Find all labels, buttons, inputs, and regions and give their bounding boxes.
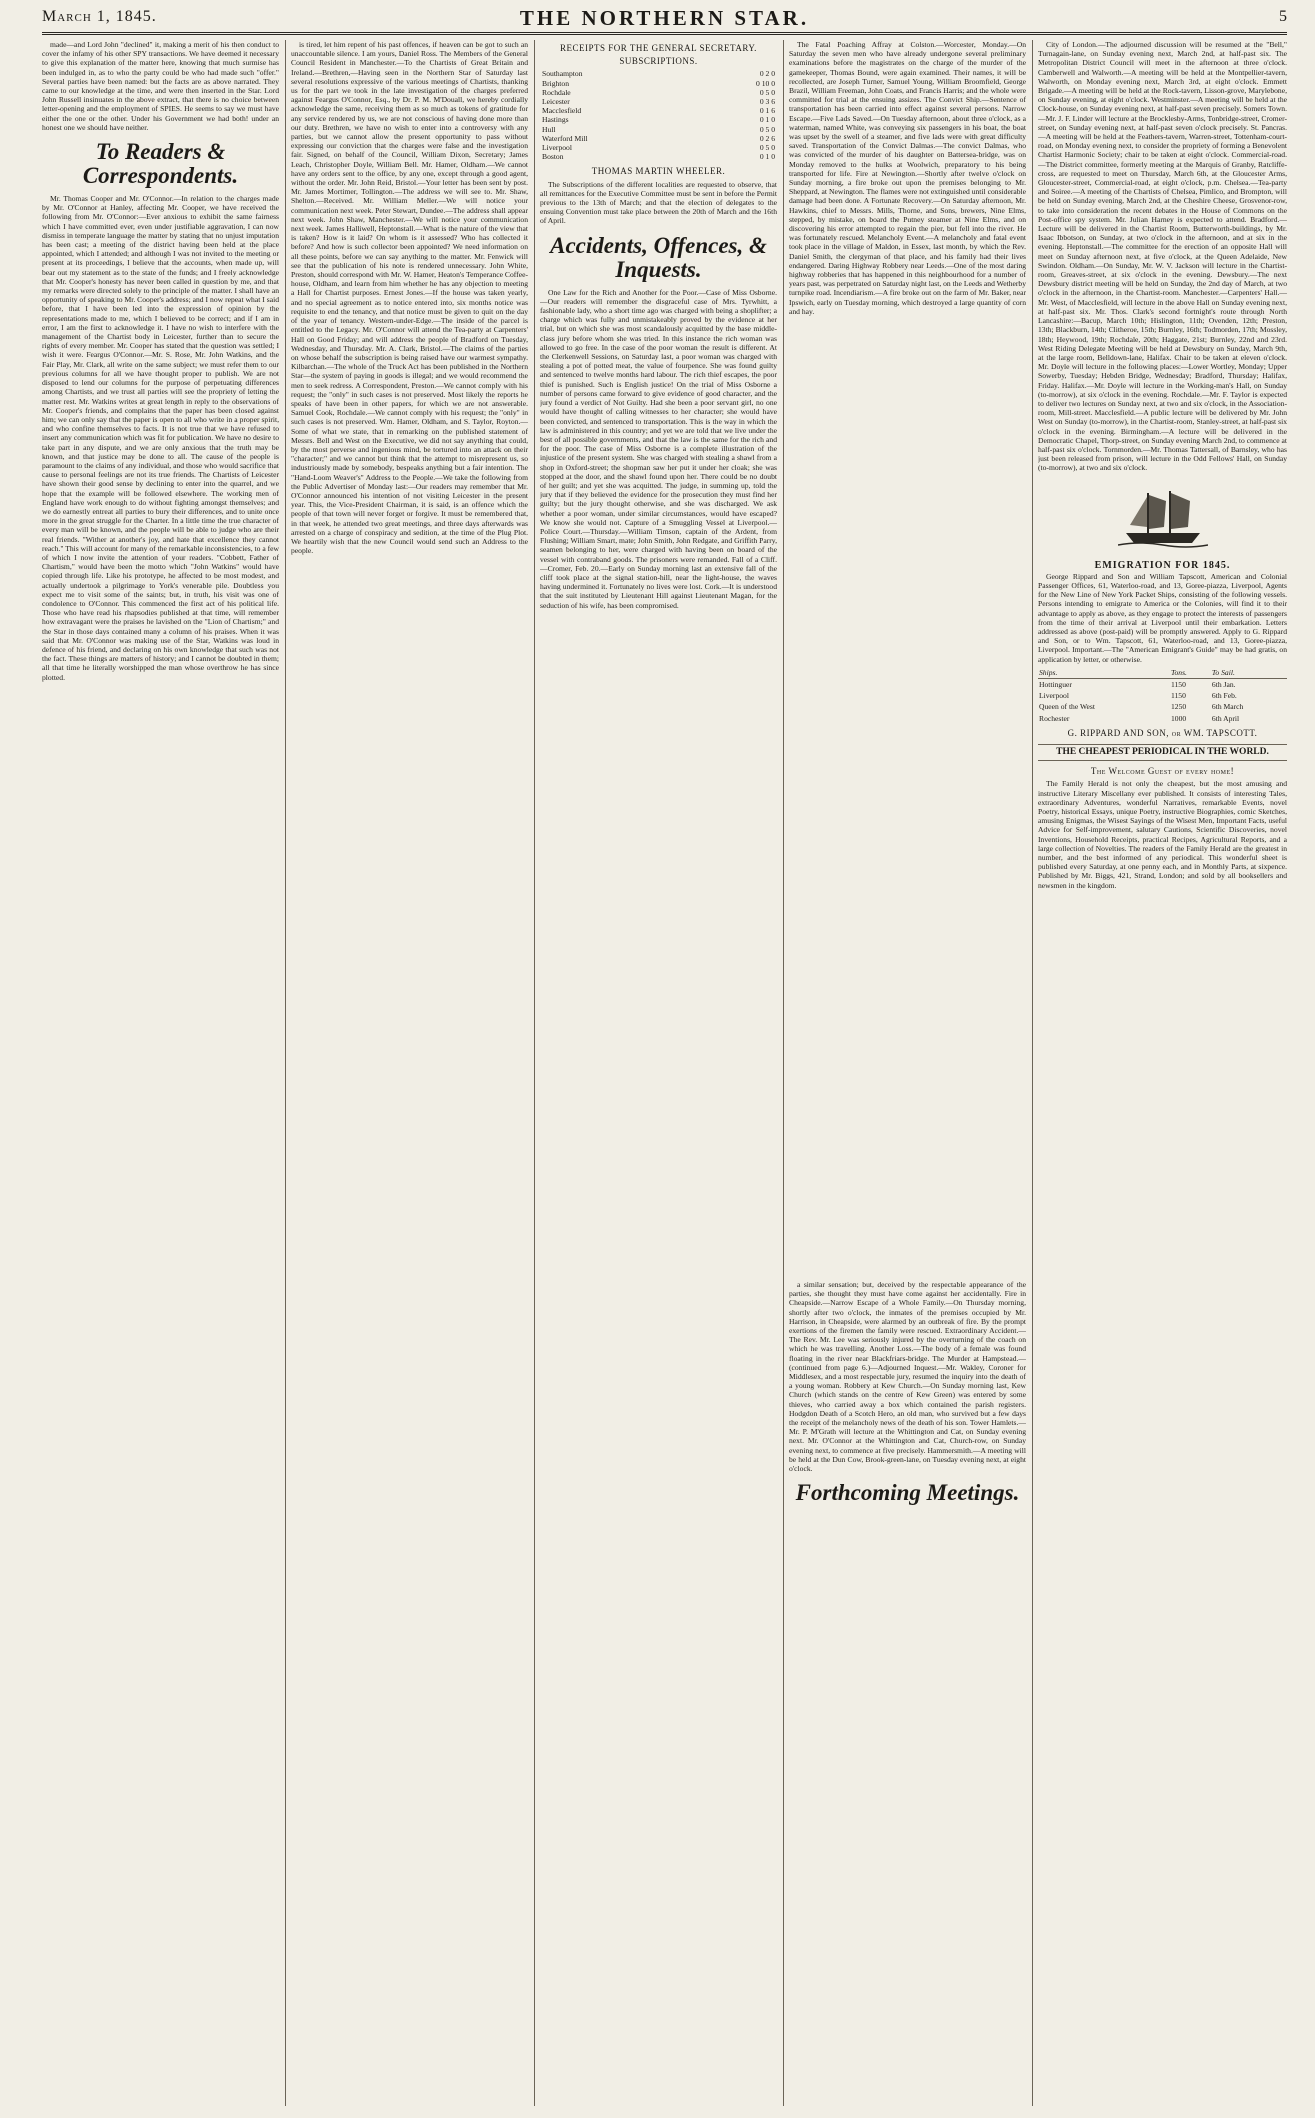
column-divider bbox=[1032, 40, 1033, 2106]
column-3 bbox=[540, 40, 777, 2106]
schedule-cell-sail: 6th March bbox=[1211, 702, 1244, 712]
subscription-amount: 0 5 0 bbox=[759, 143, 775, 153]
subscription-row bbox=[540, 69, 777, 78]
schedule-header: Tons. bbox=[1170, 667, 1211, 679]
subscription-row bbox=[540, 88, 777, 97]
column-2 bbox=[291, 40, 528, 2106]
schedule-cell-ship: Rochester bbox=[1039, 713, 1070, 723]
subscription-amount: 0 5 0 bbox=[759, 124, 775, 134]
subscription-place: Leicester bbox=[542, 97, 570, 107]
ship-icon bbox=[1038, 487, 1287, 557]
article-text: The Family Herald is not only the cheapest, but the most amusing and instructive Literary Miscellany ever published. It consists of interesting Tales, extraordinary Adventures, wonderful Narratives, remarkable Events, novel Poetry, historical Essays, unique Poetry, instructive Biographies, comic Sketches, amusing Enigmas, the Wisest Sayings of the Wisest Men, Important Facts, useful Advice for Self-improvement, salutary Cautions, Scientific Discoveries, novel Inventions, Household Receipts, practical Recipes, Agricultural Reports, and a large collection of Novelties. The readers of the Family Herald are the greatest in number, and the best informed of any periodical. This wonderful sheet is published every Saturday, at one penny each, and in Monthly Parts, at sixpence. Published by Mr. Biggs, 421, Strand, London; and sold by all booksellers and newsmen in the kingdom. bbox=[1038, 779, 1287, 890]
subscription-amount: 0 5 0 bbox=[759, 87, 775, 97]
subscription-row bbox=[540, 106, 777, 115]
section-heading-correspondents: To Readers & Correspondents. bbox=[82, 139, 239, 189]
schedule-cell-ship: Liverpool bbox=[1039, 691, 1069, 701]
schedule-cell-tons: 1000 bbox=[1170, 713, 1187, 723]
subscription-row bbox=[540, 143, 777, 152]
newspaper-title: THE NORTHERN STAR. bbox=[519, 6, 810, 30]
subscription-row bbox=[540, 97, 777, 106]
section-heading-accidents: Accidents, Offences, & Inquests. bbox=[550, 232, 767, 282]
article-text: is tired, let him repent of his past offences, if heaven can be got to such an unaccountable silence. I am yours, Daniel Ross. The Members of the General Council Resident in Manchester.—To the Chartists of Great Britain and Ireland.—Brethren,—Having seen in the Northern Star of Saturday last several resolutions expressive of the various meetings of Chartists, thanking us for the part we took in the late investigation of the charges preferred against Feargus O'Connor, Esq., by Dr. P. M. M'Douall, we hereby cordially acknowledge the same, receiving them as so much as tokens of gratitude for any service rendered by us, we are not conscious of having done more than our duty. Brethren, we have no wish to enter into a controversy with any parties, but we cannot allow the present opportunity to pass without expressing our conviction that the charges were false and the investigation fair. Signed, on behalf of the Council, William Dixon, Secretary; James Leach, Christopher Doyle, William Bell. Mr. Hamer, Oldham.—We cannot have any orders sent to the office, by any one, except through a good agent, without the order. Mr. John Reid, Bristol.—Your letter has been sent by post. Mr. James Mortimer, Tollington.—The address we will see to. Mr. Shaw, Shelton.—Received. Mr. William Meller.—We will notice your communication next week. Peter Stewart, Dundee.—The address shall appear next week. John Shaw, Manchester.—We will notice your communication next week. James Halliwell, Heptonstall.—What is the nature of the view that is taken? How is it laid? On whom is it assessed? Who has collected it before? And how is such collector been appointed? We need information on all these points, before we can say anything to the matter. Mr. Fenwick will see that the publication of his note is rendered unnecessary. John White, Preston, should correspond with Mr. W. Hamer, Heaton's Temperance Coffee-house, Oldham, and learn from him whether he has any objection to meeting a Hall for Chartist purposes. Ernest Jones.—If the house was taken yearly, and no special agreement as to notice entered into, six months notice was requisite to end the tenancy, and that notice must be given to quit on the day of the year of tenancy. Western-under-Edge.—The inside of the parcel is entitled to the Legacy. Mr. O'Connor will attend the Tea-party at Carpenters' Hall on Good Friday; and will address the people of Bradford on Tuesday, Wednesday, and Thursday. Mr. A. Clark, Bristol.—The claims of the parties on whose behalf the subscription is being raised have our warmest sympathy. Kilbarchan.—The whole of the Truck Act has been published in the Northern Star—the system of paying in goods is illegal; and we would recommend the men to seek redress. A Correspondent, Preston.—We cannot comply with his request; the "only" in such cases is not preserved. Most likely the reports he speaks of have been in other papers, for which we are not answerable. Samuel Cook, Rochdale.—We cannot comply with his request; the "only" in such cases is not preserved. Wm. Hamer, Oldham, and S. Taylor, Royton.—Some of what we state, that in remarking on the published statement of Messrs. Bell and West on the Executive, we did not say anything that could, by the most perverse and ingenious mind, be tortured into an attack on their "character;" and we cannot but think that the attempt to misrepresent us, so industriously made by somebody, bespeaks anything but a fair intention. The "Hand-Loom Weaver's" Address to the People.—We take the following from the Public Advertiser of Monday last:—Our readers may remember that Mr. O'Connor announced his intention of not visiting Leicester in the present year. This, the Vice-President Chairman, it is said, is an offence which the people of that town will never forget or forgive. It must be remembered that, in that week, he attended two great meetings, and three days afterwards was arrested on a charge of conspiracy and sedition, at the time of the Plug Plot. We heartily wish that the new Council would send such an Address to the people. bbox=[291, 40, 528, 556]
schedule-cell-tons: 1250 bbox=[1170, 702, 1187, 712]
schedule-cell-sail: 6th Jan. bbox=[1211, 679, 1236, 689]
column-divider bbox=[783, 40, 784, 2106]
column-5 bbox=[789, 1280, 1026, 2106]
receipts-signature: THOMAS MARTIN WHEELER. bbox=[591, 166, 726, 177]
page-number: 5 bbox=[1279, 8, 1287, 25]
subscription-amount: 0 2 0 bbox=[759, 69, 775, 79]
subscription-amount: 0 2 6 bbox=[759, 133, 775, 143]
emigration-title: EMIGRATION FOR 1845. bbox=[1094, 559, 1231, 571]
subscription-place: Hastings bbox=[542, 115, 569, 125]
column-divider bbox=[285, 40, 286, 2106]
subscription-place: Liverpool bbox=[542, 143, 572, 153]
article-text: City of London.—The adjourned discussion will be resumed at the "Bell," Turnagain-lane, on Sunday evening next, March 2nd, at half-past six. The Metropolitan District Council will meet in the afternoon at three o'clock. Camberwell and Walworth.—A meeting will be held at the Montpellier-tavern, Walworth, on Monday evening next, March 3rd, at eight o'clock. Emmett Brigade.—A meeting will be held at the Rock-tavern, Lisson-grove, Marylebone, on Sunday evening, at eight o'clock. Westminster.—A meeting will be held at the Clock-house, on Sunday evening next, at half-past seven precisely. Somers Town.—Mr. J. F. Linder will lecture at the Brocklesby-Arms, Tonbridge-street, Cromer-street, on Sunday evening next, at half-past seven o'clock precisely. St. Pancras.—A meeting will be held at the Feathers-tavern, Warren-street, Tottenham-court-road, on Monday evening next, to consider the propriety of forming a Benevolent Chartist Harmonic Society; chair to be taken at eight o'clock. Commercial-road.—The District committee, formerly meeting at the Marquis of Granby, Ratcliffe-cross, are requested to meet on Thursday, March 6th, at the Gloucester Arms, Gloucester-street, Commercial-road, at eight o'clock, p.m. Chelsea.—Tea-party and Soiree.—A meeting of the Chartists of Chelsea, Pimlico, and Brompton, will be held on Sunday evening, March 2nd, at the Cheshire Cheese, Grosvenor-row, to take into consideration the recent debates in the House of Commons on the Post-office spy system. Mr. Julian Harney is expected to attend. Bradford.—Lecture will be delivered in the Chartist Room, Butterworth-buildings, by Mr. Isaac Ibbotson, on Sunday, at two o'clock in the afternoon, and at six in the evening. Heptonstall.—The committee for the erection of an opposite Hall will meet on Sunday afternoon next, at five o'clock, at the Queen Adelaide, New Swindon. Oldham.—On Sunday, Mr. W. V. Jackson will lecture in the Chartist-room, Greaves-street, at six o'clock in the evening. Dewsbury.—The next Dewsbury district meeting will be held on Sunday, the 2nd day of March, at two o'clock in the afternoon, in the Chartist-room. Manchester.—Carpenters' Hall.—Mr. West, of Macclesfield, will lecture in the above Hall on Sunday evening next, at half-past six. Mr. Thos. Clark's second fortnight's route through North Lancashire:—Bacup, March 10th; Hislington, 11th; Ovenden, 12th; Preston, 13th; Blackburn, 14th; Clitheroe, 15th; Burnley, 16th; Todmorden, 17th; Mossley, 18th; Heywood, 19th; Rochdale, 20th; Haggate, 21st; Burnley, 22nd and 23rd. West Riding Delegate Meeting will be held at Dewsbury on Sunday, March 9th, at the large room, Belldown-lane, Halifax. Chair to be taken at eleven o'clock. Mr. Doyle will lecture in the following places:—Lower Wortley, Monday; Upper Sowerby, Tuesday; Hebden Bridge, Wednesday; Bradford, Thursday; Halifax, Friday. Halifax.—Mr. Doyle will lecture in the Working-man's Hall, on Sunday (to-morrow), at six o'clock in the evening. Rochdale.—Mr. F. Taylor is expected to deliver two lectures on Sunday next, at two and six o'clock, in the Association-room, Mill-street. Macclesfield.—A public lecture will be delivered by Mr. John West on Sunday (to-morrow), in the Chartist-room, Stanley-street, at half-past six o'clock in the evening. Birmingham.—A lecture will be delivered in the Democratic Chapel, Thorp-street, on Sunday evening March 2nd, to commence at half-past six o'clock. Tornmorden.—Mr. Thomas Tattersall, of Barnsley, who has just been released from prison, will lecture in the Odd Fellows' Hall, on Sunday (to-morrow), at two and six o'clock. bbox=[1038, 40, 1287, 473]
schedule-row bbox=[1038, 678, 1287, 690]
subscription-amount: 0 1 6 bbox=[759, 106, 775, 116]
article-text: made—and Lord John "declined" it, making a merit of his then conduct to cover the infamy of his other SPY transactions. We have deemed it necessary to give this explanation of the matter here, knowing that much surmise has been indulged in, as to who the party could be who had made such "offer." Several parties have been named: but the facts are as above narrated. They came to our knowledge at the time, and were then inserted in the Star. Lord John Russell insinuates in the above extract, that there is no choice between letter-opening and the employment of SPIES. He seems to say we must have either the one or the other. Under his Government we had both! under an honest one we should have neither. bbox=[42, 40, 279, 132]
subscription-table bbox=[540, 69, 777, 161]
subscription-amount: 0 3 6 bbox=[759, 97, 775, 107]
column-1 bbox=[42, 40, 279, 2106]
emigration-signature: G. RIPPARD AND SON, or WM. TAPSCOTT. bbox=[1067, 727, 1258, 738]
periodical-subtitle: The Welcome Guest of every home! bbox=[1090, 766, 1235, 777]
article-text: The Subscriptions of the different localities are requested to observe, that all remittances for the Executive Committee must be sent in before the Permit previous to the 13th of March; and that the election of delegates to the ensuing Convention must take place between the 20th of March and the 16th of April. bbox=[540, 179, 777, 226]
schedule-cell-sail: 6th April bbox=[1211, 713, 1240, 723]
schedule-cell-sail: 6th Feb. bbox=[1211, 691, 1237, 701]
schedule-row bbox=[1038, 690, 1287, 701]
schedule-row bbox=[1038, 713, 1287, 724]
subscription-place: Brighton bbox=[542, 78, 570, 88]
subscription-place: Waterford Mill bbox=[542, 133, 588, 143]
schedule-header: Ships. bbox=[1038, 667, 1170, 679]
receipts-title: RECEIPTS FOR THE GENERAL SECRETARY. bbox=[560, 43, 757, 53]
subscription-row bbox=[540, 152, 777, 161]
section-heading-meetings: Forthcoming Meetings. bbox=[795, 1480, 1020, 1506]
subscription-row bbox=[540, 79, 777, 88]
subscription-row bbox=[540, 125, 777, 134]
column-divider bbox=[534, 40, 535, 2106]
column-6 bbox=[1038, 40, 1287, 2106]
subscription-place: Southampton bbox=[542, 69, 583, 79]
subscription-place: Boston bbox=[542, 152, 564, 162]
subscription-amount: 0 10 0 bbox=[756, 78, 775, 88]
subscription-row bbox=[540, 134, 777, 143]
subscription-place: Macclesfield bbox=[542, 106, 582, 116]
schedule-cell-ship: Queen of the West bbox=[1039, 702, 1095, 712]
ship-schedule-table bbox=[1038, 667, 1287, 724]
schedule-cell-ship: Hottinguer bbox=[1039, 679, 1072, 689]
schedule-cell-tons: 1150 bbox=[1170, 691, 1186, 701]
receipts-subheading: SUBSCRIPTIONS. bbox=[619, 56, 698, 67]
subscription-place: Rochdale bbox=[542, 87, 571, 97]
schedule-row bbox=[1038, 701, 1287, 712]
schedule-header: To Sail. bbox=[1211, 667, 1287, 679]
subscription-amount: 0 1 0 bbox=[759, 115, 775, 125]
article-text: George Rippard and Son and William Tapscott, American and Colonial Passenger Offices, 61, Waterloo-road, and 13, Goree-piazza, Liverpool, Agents for the New Line of New York Packet Ships, consisting of the following vessels. Persons intending to emigrate to America or the Colonies, will find it to their advantage to apply as above, as they engage to protect the interests of passengers from the time of their arrival at Liverpool until their embarkation. Letters addressed as above (post-paid) will be promptly answered. Apply to G. Rippard and Son, or to Wm. Tapscott, 61, Waterloo-road, and 13, Goree-piazza, Liverpool. Important.—The "American Emigrant's Guide" may be had gratis, on application by letter, or otherwise. bbox=[1038, 571, 1287, 664]
periodical-title: THE CHEAPEST PERIODICAL IN THE WORLD. bbox=[1038, 744, 1287, 761]
article-text: a similar sensation; but, deceived by the respectable appearance of the parties, she thought they must have come against her accidentally. Fire in Cheapside.—Narrow Escape of a Whole Family.—On Thursday morning, shortly after two o'clock, the inmates of the premises occupied by Mr. Harrison, in Cheapside, were alarmed by an outbreak of fire. By the prompt exertions of the firemen the family were rescued. Extraordinary Accident.—The Rev. Mr. Lee was seriously injured by the overturning of the coach on which he was travelling. Another Loss.—The body of a female was found floating in the river near Blackfriars-bridge. The Murder at Hampstead.—(continued from page 6.)—Adjourned Inquest.—Mr. Wakley, Coroner for Middlesex, and a most respectable jury, resumed the inquiry into the death of a young woman. Robbery at Kew Church.—On Sunday morning last, Kew Church (which stands on the centre of Kew Green) was entered by some thieves, who carried away a box which contained the parish registers. Hodgdon Death of a Scotch Hero, an old man, who survived but a few days the receipt of the melancholy news of the death of his son. Tower Hamlets.—Mr. P. M'Grath will lecture at the Whittington and Cat, on Sunday evening next. Mr. O'Connor at the Whittington and Cat, Church-row, on Sunday evening next, to commence at five precisely. Hammersmith.—A meeting will be held at the Dun Cow, Brook-green-lane, on Tuesday evening next, at eight o'clock. bbox=[789, 1280, 1026, 1474]
subscription-row bbox=[540, 115, 777, 124]
article-text: One Law for the Rich and Another for the Poor.—Case of Miss Osborne.—Our readers will remember the disgraceful case of Mrs. Tyrwhitt, a fashionable lady, who a short time ago was charged with being a shoplifter; a charge which was fully and unmistakeably proved by the evidence at her trial, but on which she was most scandalously acquitted by the base middle-class jury before whom she was tried. In this instance the rich woman was allowed to go free. In the case of the poor woman the result is different. At the Clerkenwell Sessions, on Saturday last, a poor woman was charged with stealing a pot of potted meat, the value of fourpence. She was found guilty and sentenced to twelve months hard labour. The rich thief escapes, the poor thief is punished. Such is English justice! On the trial of Miss Osborne a number of persons came forward to give evidence of good character, and the jury found a verdict of Not Guilty. Had she been a poor servant girl, no one would have thought of calling witnesses to her character; she would have been convicted, and sentenced to transportation. This is the way in which the law is administered in this country; and yet we are told that we live under the best of all possible governments, and that the law is the same for the rich and for the poor. The case of Miss Osborne is a complete illustration of the injustice of the present system. She was charged with stealing a shawl from a shop in Oxford-street; the shopman saw her put it under her cloak; she was stopped at the door, and the shawl found upon her. There could be no doubt of her guilt; and yet she was acquitted. The judge, in summing up, told the jury that if they believed the evidence for the prosecution they must find her guilty; but the jury thought otherwise, and she was discharged. We ask whether a poor woman, under similar circumstances, would have escaped? We know she would not. Capture of a Smuggling Vessel at Liverpool.—Police Court.—Thursday.—William Timson, captain of the Ardent, from Flushing; William Smart, mate; John Smith, John Redgate, and Griffith Parry, seamen belonging to her, were charged with having been on board of the vessel with contraband goods. The prisoners were remanded. Fall of a Cliff.—Cromer, Feb. 20.—Early on Sunday morning last an extensive fall of the cliff took place at the signal station-hill, near the light-house, the waves having undermined it. Fortunately no lives were lost. Cork.—It is understood that the suit instituted by Lieutenant Hill against Lieutenant Magan, for the seduction of his wife, has been compromised. bbox=[540, 287, 777, 610]
schedule-cell-tons: 1150 bbox=[1170, 679, 1186, 689]
issue-date: March 1, 1845. bbox=[42, 8, 157, 25]
article-text: Mr. Thomas Cooper and Mr. O'Connor.—In relation to the charges made by Mr. O'Connor at Hanley, affecting Mr. Cooper, we have received the following from Mr. O'Connor:—Ever anxious to exhibit the same fairness which I have committed ever, even under justifiable aggravation, I can now dismiss in temperate language the matter by stating that no unjust imputation has been cast; a meeting of the district having been held at the place appointed, which I attended; and although I was not invited to the meeting or present at its proceedings, I believe that the accounts, when made up, will bear out my statement as to the state of the funds; and I freely acknowledge that Mr. Cooper's honesty has never been called in question by me, and that my remarks were directed solely to the principle of the matter. I shall have an opportunity of speaking to Mr. Cooper's address; and I now repeat what I said before, that I have been led into the expression of opinion by the representations made to me, which I believed to be correct; and if I am in error, I am the first to acknowledge it. I have no wish to interfere with the management of the Chartist body in Leicester, further than to secure the rights of every member. Mr. Cooper has stated that the question was settled; I wish it were. Feargus O'Connor.—Mr. S. Rose, Mr. John Watkins, and the Fair Play, Mr. Clark, all write on the same subject; we must refer them to our previous columns for all we have thought proper to publish. We are not disposed to lend our columns for the purpose of perpetuating differences among Chartists, and we trust all parties will see the propriety of letting the matter rest. Mr. Watkins writes at great length in reply to the observations of Mr. Cooper's friends, and complains that the paper has been closed against him; we can only say that the paper is open to all who write in a proper spirit, and who confine themselves to facts. It is not true that we have refused to insert any communication which was fit for publication. We have no desire to take part in any dispute, and we are only anxious that the truth may be known, and that justice may be done to all. The cause of the people is paramount to the claims of any individual, and those who would sacrifice that cause to personal feelings are not its true friends. The Chartists of Leicester have shown their good sense by declining to enter into the quarrel, and we hope that the example will be followed elsewhere. The working men of England have work enough to do without fighting amongst themselves; and we do earnestly entreat all parties to bury their differences, and to unite once more in the great struggle for the Charter. In a little time the true character of every man will be known, and the people will be able to judge who are their real friends. "Wither at another's joy, and hate that excellence they cannot reach." This will account for many of the remarkable inconsistencies, to a few of which I now invite the attention of your readers. "Cobbett, Father of Chartism," would have been the motto which "John Watkins" would have copied through life. Like his prototype, he affected to be most modest, and actually undertook a pilgrimage to York's venerable pile. Doubtless you expect me to visit some of the saints; but, in truth, his visit was one of condolence to O'Connor. This commenced the first act of his political life. Those who have read his rhapsodies published at that time, will remember how extravagant were the praises he lavished on the "Lion of Chartism;" and the Star in those days contained many a column of his praises. When it was said that Mr. O'Connor was making use of the Star, Watkins was loud in defence of his friend, and declaring on his own knowledge that such was not the fact. These things are matters of history; and I cannot be doubted in them; all that time he literally worshipped the man whose overthrow he has since plotted. bbox=[42, 194, 279, 682]
subscription-place: Hull bbox=[542, 124, 556, 134]
article-text: The Fatal Poaching Affray at Colston.—Worcester, Monday.—On Saturday the seven men who have already undergone several preliminary examinations before the magistrates on the charge of the murder of the gamekeeper, Thomas Bound, were again examined. Their names, it will be recollected, are Joseph Turner, Samuel Young, William Broomfield, George Brazil, William Freeman, John Coats, and Francis Harris; and the whole were committed for trial at the ensuing assizes. The Convict Ship.—Sentence of transportation has been carried into effect against several persons. Narrow Escape.—Five Lads Saved.—On Tuesday afternoon, about three o'clock, as a waterman, named White, was conveying six passengers in his boat, the boat was upset by the swell of a steamer, and five lads were with great difficulty saved. Transportation of the Convict Dalmas.—The convict Dalmas, who was convicted of the murder of his daughter on Battersea-bridge, was on Monday removed to the hulks at Woolwich, preparatory to his being transported for life. Fire at Newington.—Shortly after twelve o'clock on Sunday morning, a fire broke out upon the premises belonging to Mr. Sheppard, at Newington. The flames were not extinguished until considerable damage had been done. A Fortunate Recovery.—On Saturday afternoon, Mr. Hawkins, chief to Messrs. Mills, Thorne, and Sons, brewers, Nine Elms, stepped, by mistake, on board the Putney steamer at Nine Elms, and on discovering his error attempted to regain the pier, but fell into the river. He was fortunately rescued. Melancholy Event.—A melancholy and fatal event took place in the village of Maldon, in Essex, last month, by which the Rev. Daniel Smith, the clergyman of that place, and his family had their lives endangered. Daring Highway Robbery near Leeds.—One of the most daring highway robberies that has happened in this neighbourhood for a number of years past, was perpetrated on Saturday night last, on the Leeds and Wetherby turnpike road. Incendiarism.—A fire broke out on the farm of Mr. Baker, near Ipswich, early on Tuesday morning, which destroyed a large quantity of corn and hay. bbox=[789, 40, 1026, 316]
subscription-amount: 0 1 0 bbox=[759, 152, 775, 162]
masthead bbox=[42, 6, 1287, 35]
